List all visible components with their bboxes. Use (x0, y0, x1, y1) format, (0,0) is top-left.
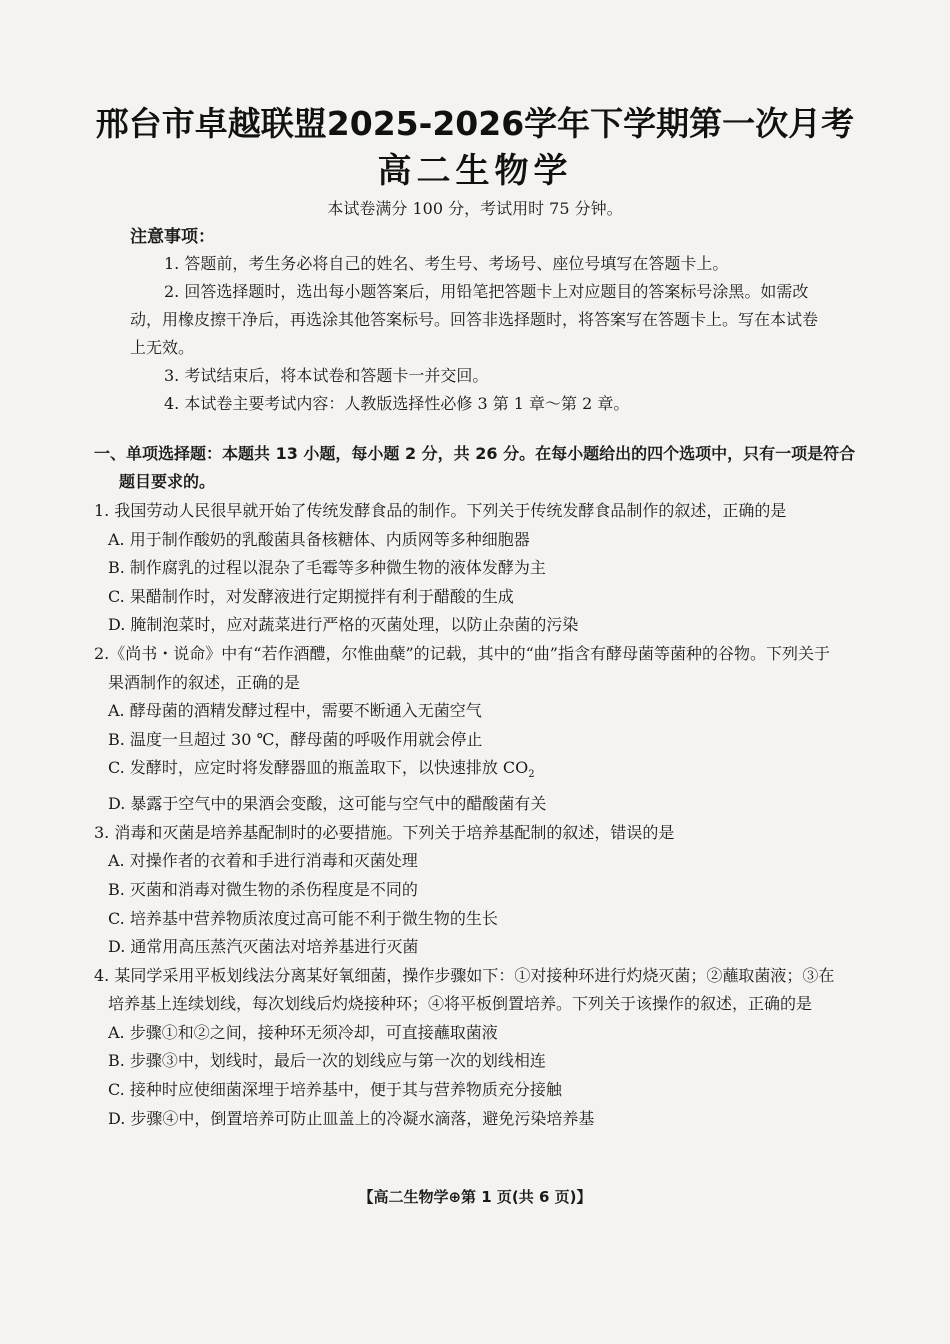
notice-item: 2. 回答选择题时，选出每小题答案后，用铅笔把答题卡上对应题目的答案标号涂黑。如需改动，用橡皮擦干净后，再选涂其他答案标号。回答非选择题时，将答案写在答题卡上。写在本试卷上无效。 (130, 282, 819, 357)
subscript: 2 (528, 769, 535, 781)
notice-title: 注意事项： (130, 227, 215, 247)
option-d: D. 步骤④中，倒置培养可防止皿盖上的冷凝水滴落，避免污染培养基 (108, 1108, 595, 1128)
option-d: D. 通常用高压蒸汽灭菌法对培养基进行灭菌 (108, 937, 419, 957)
question-stem: 3. 消毒和灭菌是培养基配制时的必要措施。下列关于培养基配制的叙述，错误的是 (94, 822, 675, 842)
option-a: A. 对操作者的衣着和手进行消毒和灭菌处理 (108, 851, 418, 871)
question-2 (94, 640, 839, 819)
notice-item: 3. 考试结束后，将本试卷和答题卡一并交回。 (164, 366, 489, 385)
question-1 (94, 497, 839, 640)
option-d: D. 暴露于空气中的果酒会变酸，这可能与空气中的醋酸菌有关 (108, 794, 547, 814)
question-4 (94, 962, 839, 1134)
option-a: A. 酵母菌的酒精发酵过程中，需要不断通入无菌空气 (108, 701, 482, 721)
exam-info: 本试卷满分 100 分，考试用时 75 分钟。 (327, 199, 623, 218)
option-a: A. 步骤①和②之间，接种环无须冷却，可直接蘸取菌液 (108, 1022, 498, 1042)
question-stem: 2.《尚书・说命》中有“若作酒醴，尔惟曲蘖”的记载，其中的“曲”指含有酵母菌等菌种的谷物。下列关于果酒制作的叙述，正确的是 (94, 643, 830, 692)
option-b: B. 灭菌和消毒对微生物的杀伤程度是不同的 (108, 879, 418, 899)
option-a: A. 用于制作酸奶的乳酸菌具备核糖体、内质网等多种细胞器 (108, 529, 530, 549)
option-b: B. 温度一旦超过 30 ℃，酵母菌的呼吸作用就会停止 (108, 729, 483, 749)
option-d: D. 腌制泡菜时，应对蔬菜进行严格的灭菌处理，以防止杂菌的污染 (108, 615, 579, 635)
question-stem: 4. 某同学采用平板划线法分离某好氧细菌，操作步骤如下：①对接种环进行灼烧灭菌；②蘸取菌液；③在培养基上连续划线，每次划线后灼烧接种环；④将平板倒置培养。下列关于该操作的叙述，正确的是 (94, 965, 835, 1014)
option-b: B. 制作腐乳的过程以混杂了毛霉等多种微生物的液体发酵为主 (108, 558, 546, 578)
option-c: C. 接种时应使细菌深埋于培养基中，便于其与营养物质充分接触 (108, 1080, 562, 1100)
option-c: C. 培养基中营养物质浓度过高可能不利于微生物的生长 (108, 908, 498, 928)
option-c: C. 果醋制作时，对发酵液进行定期搅拌有利于醋酸的生成 (108, 586, 514, 606)
question-3 (94, 819, 839, 962)
section-heading: 一、单项选择题：本题共 13 小题，每小题 2 分，共 26 分。在每小题给出的四个选项中，只有一项是符合题目要求的。 (94, 444, 856, 491)
option-c (94, 754, 839, 790)
page-footer: 【高二生物学⊕第 1 页(共 6 页)】 (358, 1188, 592, 1206)
exam-title: 邢台市卓越联盟2025-2026学年下学期第一次月考 (95, 104, 855, 143)
notice-list (130, 250, 830, 418)
option-b: B. 步骤③中，划线时，最后一次的划线应与第一次的划线相连 (108, 1051, 546, 1071)
option-c-text: C. 发酵时，应定时将发酵器皿的瓶盖取下，以快速排放 CO (108, 758, 529, 778)
subject-title: 高二生物学 (377, 151, 573, 191)
notice-item: 1. 答题前，考生务必将自己的姓名、考生号、考场号、座位号填写在答题卡上。 (164, 254, 729, 273)
notice-item: 4. 本试卷主要考试内容：人教版选择性必修 3 第 1 章～第 2 章。 (164, 394, 630, 413)
question-list (94, 497, 839, 1133)
question-stem: 1. 我国劳动人民很早就开始了传统发酵食品的制作。下列关于传统发酵食品制作的叙述，正确的是 (94, 501, 787, 520)
